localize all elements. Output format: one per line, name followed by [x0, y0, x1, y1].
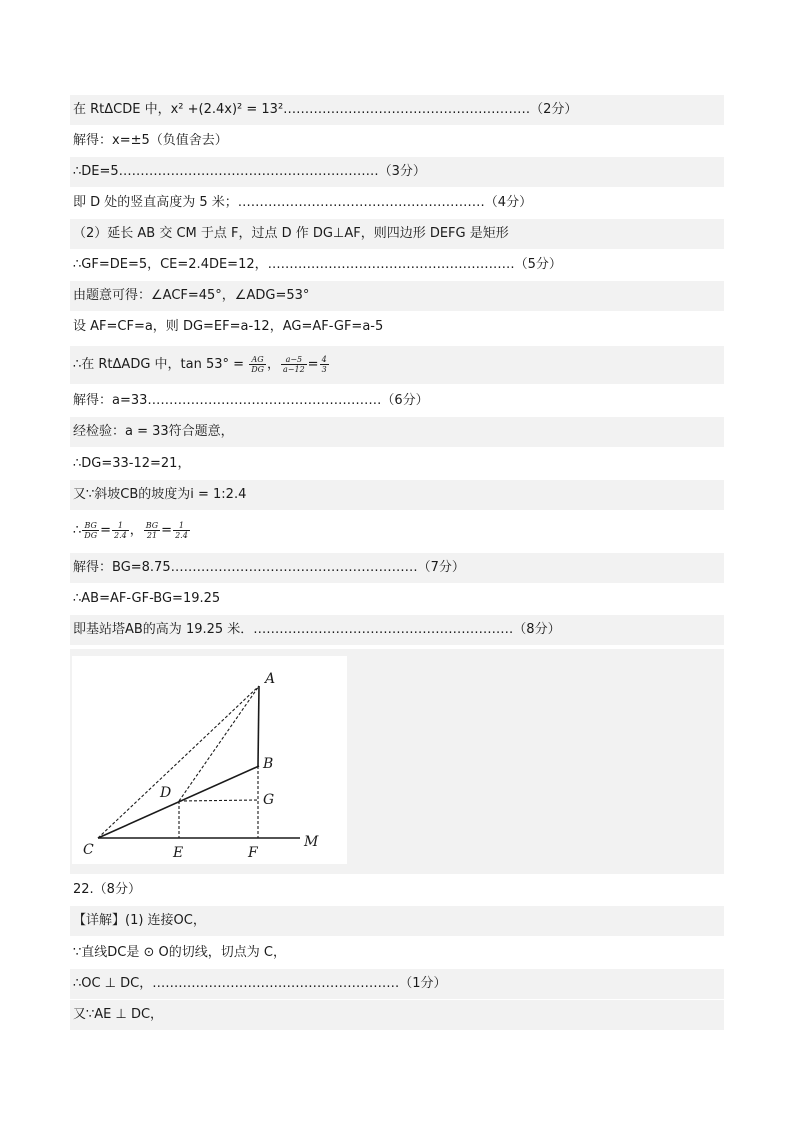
point-label-a: A — [265, 671, 276, 687]
dashed-line-ca — [98, 686, 259, 838]
tower-line-ab — [258, 686, 259, 766]
fraction-ag-dg: $\frac{AG}{DG}$ — [251, 355, 264, 374]
solution-line-5: （2）延长 AB 交 CM 于点 F，过点 D 作 DG⊥AF，则四边形 DEFG 是矩形 — [70, 219, 724, 249]
point-label-c: C — [83, 842, 94, 858]
point-label-e: E — [173, 845, 184, 861]
fraction-1-2-4-b: $\frac{1}{2.4}$ — [175, 521, 188, 540]
solution-line-13: 又∵斜坡CB的坡度为i = 1:2.4 — [70, 480, 724, 510]
fraction-1-2-4-a: $\frac{1}{2.4}$ — [114, 521, 127, 540]
question-heading-22: 22.（8分） — [70, 875, 724, 905]
solution-line-20: ∵直线DC是 ⊙ O的切线，切点为 C， — [70, 938, 724, 968]
solution-line-6: ∴GF=DE=5，CE=2.4DE=12，…………………………………………………（5分） — [70, 250, 724, 280]
fraction-bg-dg: $\frac{BG}{DG}$ — [84, 521, 98, 540]
fraction-4-3: $\frac{4}{3}$ — [321, 355, 327, 374]
solution-line-12: ∴DG=33-12=21， — [70, 449, 724, 479]
solution-line-3: ∴DE=5……………………………………………………（3分） — [70, 157, 724, 187]
fraction-a5-a12: $\frac{a-5}{a-12}$ — [283, 355, 305, 374]
solution-line-11: 经检验：a = 33符合题意， — [70, 417, 724, 447]
solution-line-21: ∴OC ⊥ DC，…………………………………………………（1分） — [70, 969, 724, 999]
solution-line-16: ∴AB=AF-GF-BG=19.25 — [70, 584, 724, 614]
solution-line-1: 在 RtΔCDE 中，x² +(2.4x)² = 13²…………………………………………………（2分） — [70, 95, 724, 125]
solution-line-17: 即基站塔AB的高为 19.25 米．……………………………………………………（8分） — [70, 615, 724, 645]
fraction-bg-21: $\frac{BG}{21}$ — [145, 521, 159, 540]
solution-line-10: 解得：a=33………………………………………………（6分） — [70, 386, 724, 416]
dashed-line-dg — [179, 800, 258, 801]
point-label-m: M — [304, 834, 319, 850]
solution-line-4: 即 D 处的竖直高度为 5 米；…………………………………………………（4分） — [70, 188, 724, 218]
point-label-b: B — [263, 756, 274, 772]
solution-line-8: 设 AF=CF=a，则 DG=EF=a-12，AG=AF-GF=a-5 — [70, 312, 724, 342]
solution-line-15: 解得：BG=8.75…………………………………………………（7分） — [70, 553, 724, 583]
geometry-figure — [72, 656, 347, 864]
solution-line-14: ∴ $\frac{BG}{DG}$ = $\frac{1}{2.4}$ ， $\frac{BG}{21}$ = $\frac{1}{2.4}$ — [70, 513, 724, 549]
solution-line-22: 又∵AE ⊥ DC， — [70, 1000, 724, 1030]
point-label-f: F — [248, 845, 258, 861]
solution-line-9: ∴在 RtΔADG 中，tan 53° = $\frac{AG}{DG}$ ， $\frac{a-5}{a-12}$ = $\frac{4}{3}$ — [70, 346, 724, 384]
solution-line-7: 由题意可得：∠ACF=45°，∠ADG=53° — [70, 281, 724, 311]
geometry-diagram — [72, 656, 347, 864]
figure-panel — [70, 649, 724, 874]
solution-line-19: 【详解】(1) 连接OC， — [70, 906, 724, 936]
solution-line-2: 解得：x=±5（负值舍去） — [70, 126, 724, 156]
point-label-d: D — [160, 785, 172, 801]
point-label-g: G — [263, 792, 275, 808]
